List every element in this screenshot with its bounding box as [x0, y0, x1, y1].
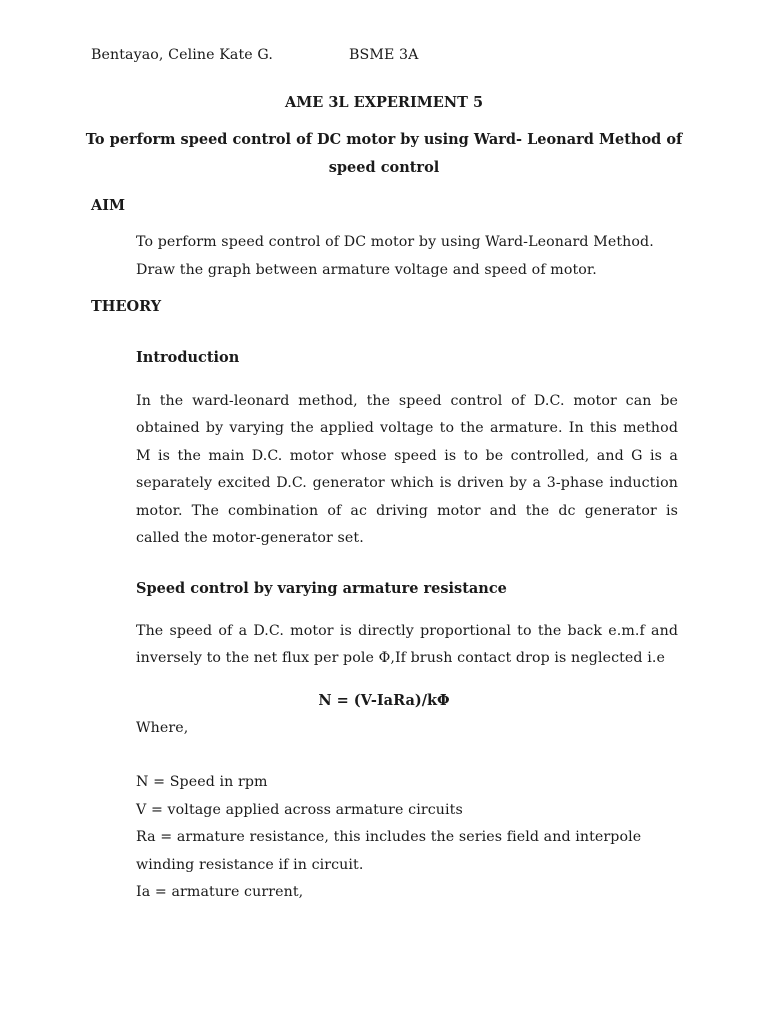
speed-formula: N = (V-IaRa)/kΦ [318, 692, 450, 709]
definition-line: N = Speed in rpm [136, 774, 268, 790]
aim-line-2: Draw the graph between armature voltage and speed of motor. [136, 262, 597, 278]
speed-control-paragraph [136, 618, 678, 673]
speed-control-line: inversely to the net flux per pole Φ,If brush contact drop is neglected i.e [136, 650, 665, 667]
definition-line: Ra = armature resistance, this includes the series field and interpole [136, 829, 642, 845]
definition-line: V = voltage applied across armature circuits [136, 802, 463, 818]
where-label: Where, [136, 720, 189, 736]
subtitle-line-2: speed control [328, 159, 440, 176]
introduction-line: separately excited D.C. generator which is driven by a 3-phase induction [136, 475, 678, 492]
introduction-line: obtained by varying the applied voltage to the armature. In this method [136, 420, 678, 437]
introduction-heading: Introduction [136, 349, 240, 366]
experiment-title: AME 3L EXPERIMENT 5 [284, 94, 484, 111]
speed-control-line: The speed of a D.C. motor is directly proportional to the back e.m.f and [136, 623, 678, 639]
definition-line: Ia = armature current, [136, 884, 304, 900]
speed-control-heading: Speed control by varying armature resistance [136, 580, 507, 597]
theory-heading: THEORY [91, 298, 162, 315]
introduction-line: called the motor-generator set. [136, 529, 364, 546]
section-label: BSME 3A [349, 47, 419, 63]
introduction-line: motor. The combination of ac driving motor and the dc generator is [136, 502, 678, 519]
author-name: Bentayao, Celine Kate G. [91, 47, 273, 63]
aim-line-1: To perform speed control of DC motor by using Ward-Leonard Method. [136, 234, 654, 250]
subtitle-line-1: To perform speed control of DC motor by using Ward- Leonard Method of [85, 131, 683, 148]
definition-line: winding resistance if in circuit. [136, 857, 364, 873]
aim-heading: AIM [91, 197, 126, 214]
introduction-line: In the ward-leonard method, the speed control of D.C. motor can be [136, 393, 678, 409]
introduction-paragraph [136, 388, 678, 552]
introduction-line: M is the main D.C. motor whose speed is to be controlled, and G is a [136, 447, 678, 464]
